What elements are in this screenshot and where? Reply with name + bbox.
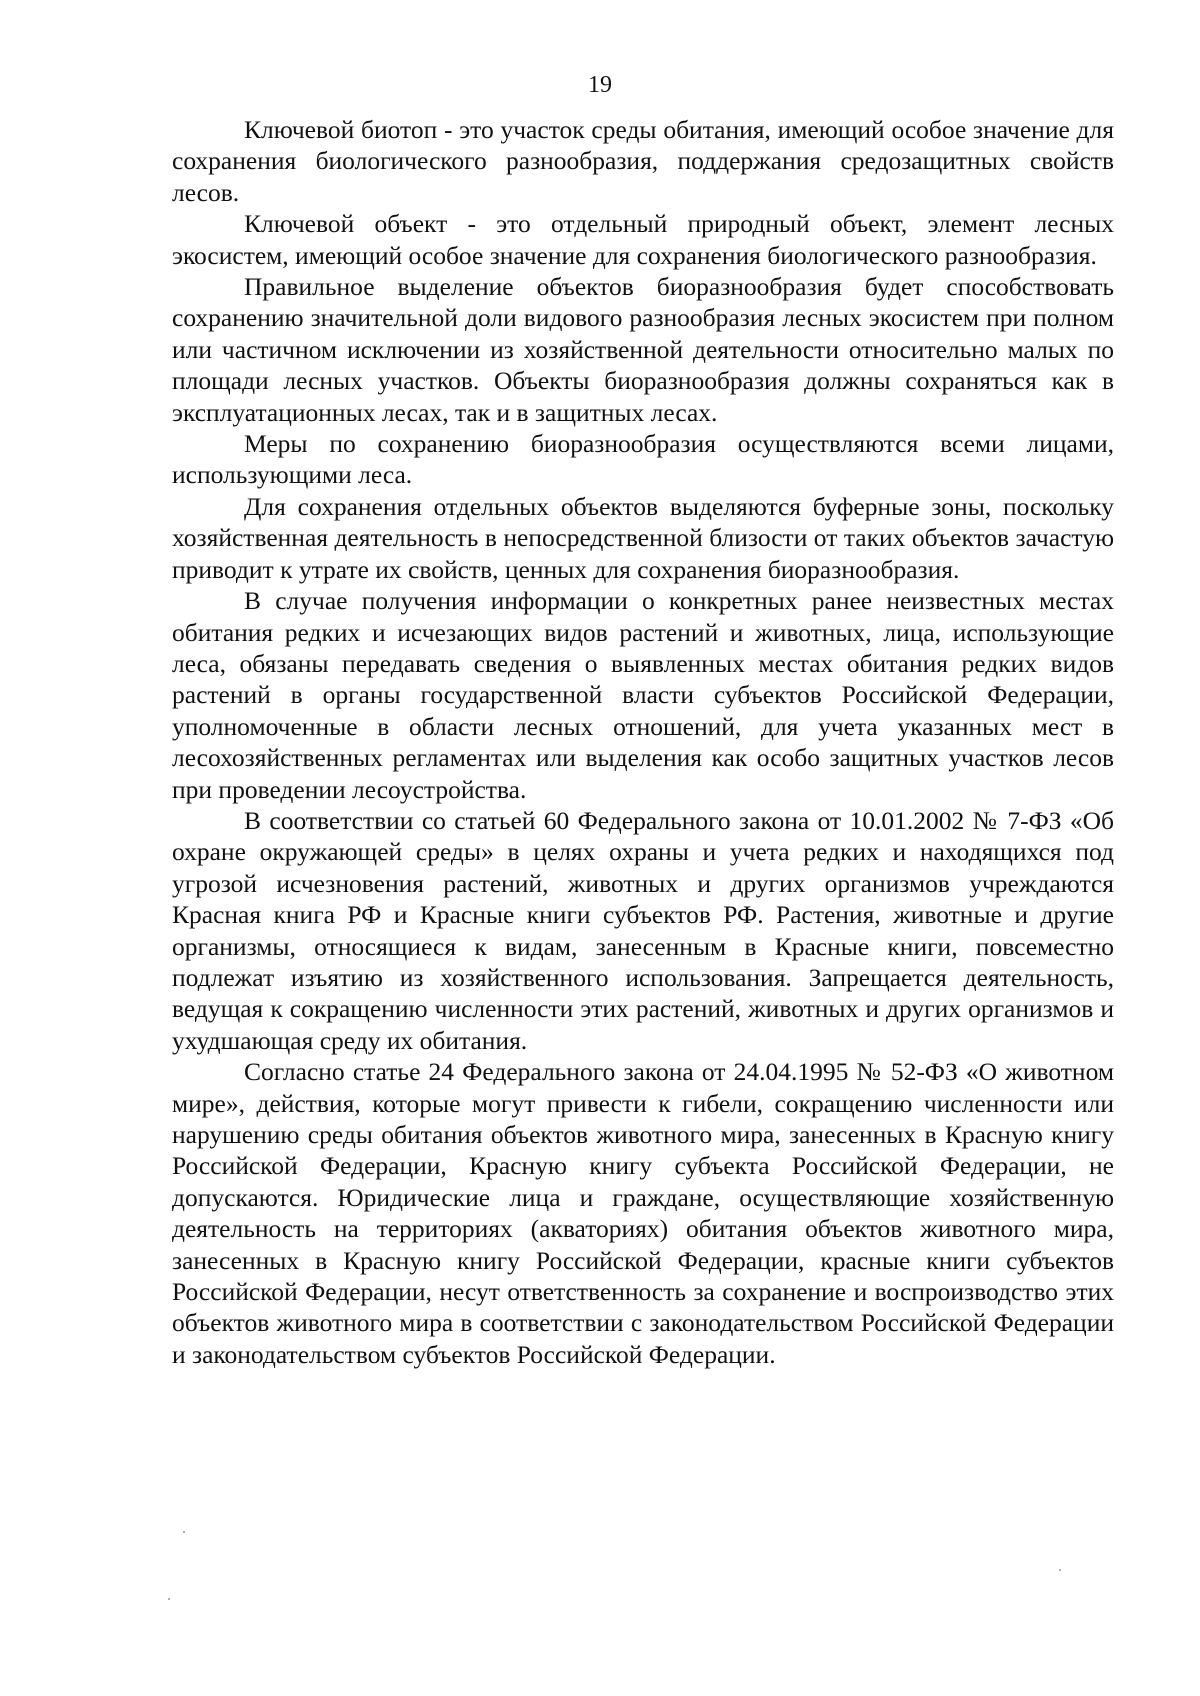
scan-speck	[1059, 1569, 1061, 1571]
paragraph-key-object: Ключевой объект - это отдельный природный объект, элемент лесных экосистем, имеющий особое значение для сохранения биологического разнообразия.	[172, 209, 1114, 270]
paragraph-rare-species-info: В случае получения информации о конкретных ранее неизвестных местах обитания редких и исчезающих видов растений и животных, лица, использующие леса, обязаны передавать сведения о выявленных местах обитания редких видов растений в органы государственной власти субъектов Российской Федерации, уполномоченные в области лесных отношений, для учета указанных мест в лесохозяйственных регламентах или выделения как особо защитных участков лесов при проведении лесоустройства.	[172, 586, 1114, 804]
paragraph-animal-world-law-52fz: Согласно статье 24 Федерального закона от 24.04.1995 № 52-ФЗ «О животном мире», действия, которые могут привести к гибели, сокращению численности или нарушению среды обитания объектов животного мира, занесенных в Красную книгу Российской Федерации, Красную книгу субъекта Российской Федерации, не допускаются. Юридические лица и граждане, осуществляющие хозяйственную деятельность на территориях (акваториях) обитания объектов животного мира, занесенных в Красную книгу Российской Федерации, красные книги субъектов Российской Федерации, несут ответственность за сохранение и воспроизводство этих объектов животного мира в соответствии с законодательством Российской Федерации и законодательством субъектов Российской Федерации.	[172, 1057, 1114, 1369]
page-number: 19	[588, 72, 612, 98]
paragraph-key-biotope: Ключевой биотоп - это участок среды обитания, имеющий особое значение для сохранения биологического разнообразия, поддержания средозащитных свойств лесов.	[172, 115, 1114, 207]
paragraph-red-book-law-7fz: В соответствии со статьей 60 Федерального закона от 10.01.2002 № 7-ФЗ «Об охране окружающей среды» в целях охраны и учета редких и находящихся под угрозой исчезновения растений, животных и других организмов учреждаются Красная книга РФ и Красные книги субъектов РФ. Растения, животные и другие организмы, относящиеся к видам, занесенным в Красные книги, повсеместно подлежат изъятию из хозяйственного использования. Запрещается деятельность, ведущая к сокращению численности этих растений, животных и других организмов и ухудшающая среду их обитания.	[172, 805, 1114, 1055]
paragraph-biodiversity-allocation: Правильное выделение объектов биоразнообразия будет способствовать сохранению значительной доли видового разнообразия лесных экосистем при полном или частичном исключении из хозяйственной деятельности относительно малых по площади лесных участков. Объекты биоразнообразия должны сохраняться как в эксплуатационных лесах, так и в защитных лесах.	[172, 272, 1114, 427]
scan-speck	[183, 1531, 185, 1533]
scan-speck	[168, 1598, 170, 1600]
document-body	[172, 114, 1114, 1370]
paragraph-buffer-zones: Для сохранения отдельных объектов выделяются буферные зоны, поскольку хозяйственная деятельность в непосредственной близости от таких объектов зачастую приводит к утрате их свойств, ценных для сохранения биоразнообразия.	[172, 491, 1114, 584]
paragraph-conservation-measures: Меры по сохранению биоразнообразия осуществляются всеми лицами, использующими леса.	[172, 429, 1114, 490]
